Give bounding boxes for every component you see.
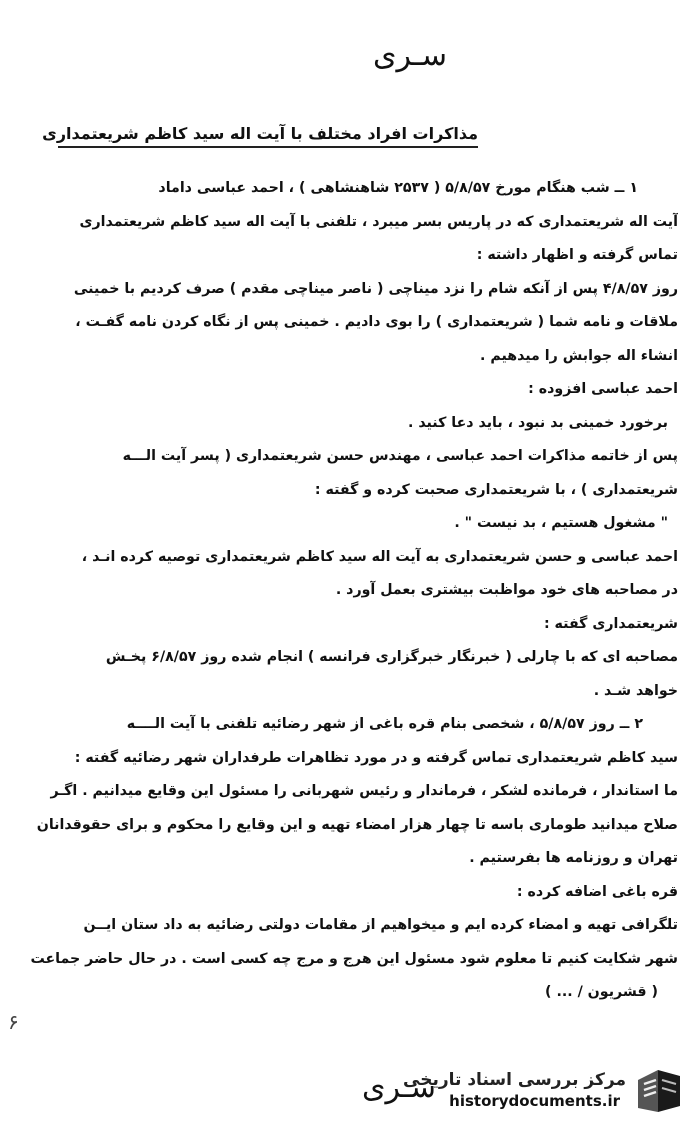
book-logo-icon xyxy=(632,1066,684,1114)
body-line: احمد عباسی و حسن شریعتمداری به آیت اله سید کاظم شریعتمداری توصیه کرده انـد ، xyxy=(81,548,678,565)
body-line: انشاء اله جوابش را میدهیم . xyxy=(479,347,678,364)
body-line: ( قشریون / ... ) xyxy=(545,984,658,1000)
body-line: ۱ ــ شب هنگام مورخ ۵/۸/۵۷ ( ۲۵۳۷ شاهنشاهی ) ، احمد عباسی داماد xyxy=(158,180,638,196)
body-line: ملاقات و نامه شما ( شریعتمداری ) را بوی دادیم . خمینی پس از نگاه کردن نامه گفـت ، xyxy=(75,314,678,330)
body-line: تلگرافی تهیه و امضاء کرده ایم و میخواهیم از مقامات دولتی رضائیه به داد ستان ایــن xyxy=(83,917,678,933)
classification-stamp-top: سـری xyxy=(373,38,447,73)
body-line: خواهد شـد . xyxy=(593,682,678,699)
body-line: روز ۴/۸/۵۷ پس از آنکه شام را نزد میناچی ( ناصر میناچی مقدم ) صرف کردیم با خمینی xyxy=(73,280,678,297)
body-line: " مشغول هستیم ، بد نیست " . xyxy=(454,515,668,531)
margin-page-mark: ۶ xyxy=(8,1010,19,1034)
body-line: تماس گرفته و اظهار داشته : xyxy=(476,247,678,263)
body-line: قره باغی اضافه کرده : xyxy=(516,883,678,900)
body-line: شهر شکایت کنیم تا معلوم شود مسئول این هرج و مرج چه کسی است . در حال حاضر جماعت xyxy=(30,950,678,967)
body-line: احمد عباسی افزوده : xyxy=(528,381,678,397)
body-line: شریعتمداری گفته : xyxy=(543,615,678,632)
watermark-brand xyxy=(400,1064,690,1116)
document-body xyxy=(18,172,678,1010)
body-line: ۲ ــ روز ۵/۸/۵۷ ، شخصی بنام قره باغی از شهر رضائیه تلفنی با آیت الــــه xyxy=(126,716,643,732)
body-line: سید کاظم شریعتمداری تماس گرفته و در مورد تظاهرات طرفداران شهر رضائیه گفته : xyxy=(74,749,678,766)
body-line: تهران و روزنامه ها بفرستیم . xyxy=(469,850,678,866)
brand-name: مرکز بررسی اسناد تاریخی xyxy=(403,1070,626,1090)
body-line: آیت اله شریعتمداری که در پاریس بسر میبرد ، تلفنی با آیت اله سید کاظم شریعتمداری xyxy=(79,213,678,230)
classification-stamp-bottom: سـری xyxy=(362,1070,436,1105)
body-line: شریعتمداری ) ، با شریعتمداری صحبت کرده و گفته : xyxy=(314,481,678,498)
document-title: مذاکرات افراد مختلف با آیت اله سید کاظم شریعتمداری xyxy=(58,124,478,148)
brand-url: historydocuments.ir xyxy=(449,1092,620,1110)
body-line: مصاحبه ای که با چارلی ( خبرنگار خبرگزاری فرانسه ) انجام شده روز ۶/۸/۵۷ پخـش xyxy=(105,649,678,665)
body-line: پس از خاتمه مذاکرات احمد عباسی ، مهندس حسن شریعتمداری ( پسر آیت الـــه xyxy=(122,448,678,464)
body-line: ما استاندار ، فرمانده لشکر ، فرماندار و رئیس شهربانی را مسئول این وقایع میدانیم . اگـر xyxy=(50,783,678,799)
body-line: صلاح میدانید طوماری باسه تا چهار هزار امضاء تهیه و این وقایع را محکوم و برای حقوقدانان xyxy=(36,816,678,833)
body-line: در مصاحبه های خود مواظبت بیشتری بعمل آورد . xyxy=(335,582,678,598)
body-line: برخورد خمینی بد نبود ، باید دعا کنید . xyxy=(407,414,668,431)
